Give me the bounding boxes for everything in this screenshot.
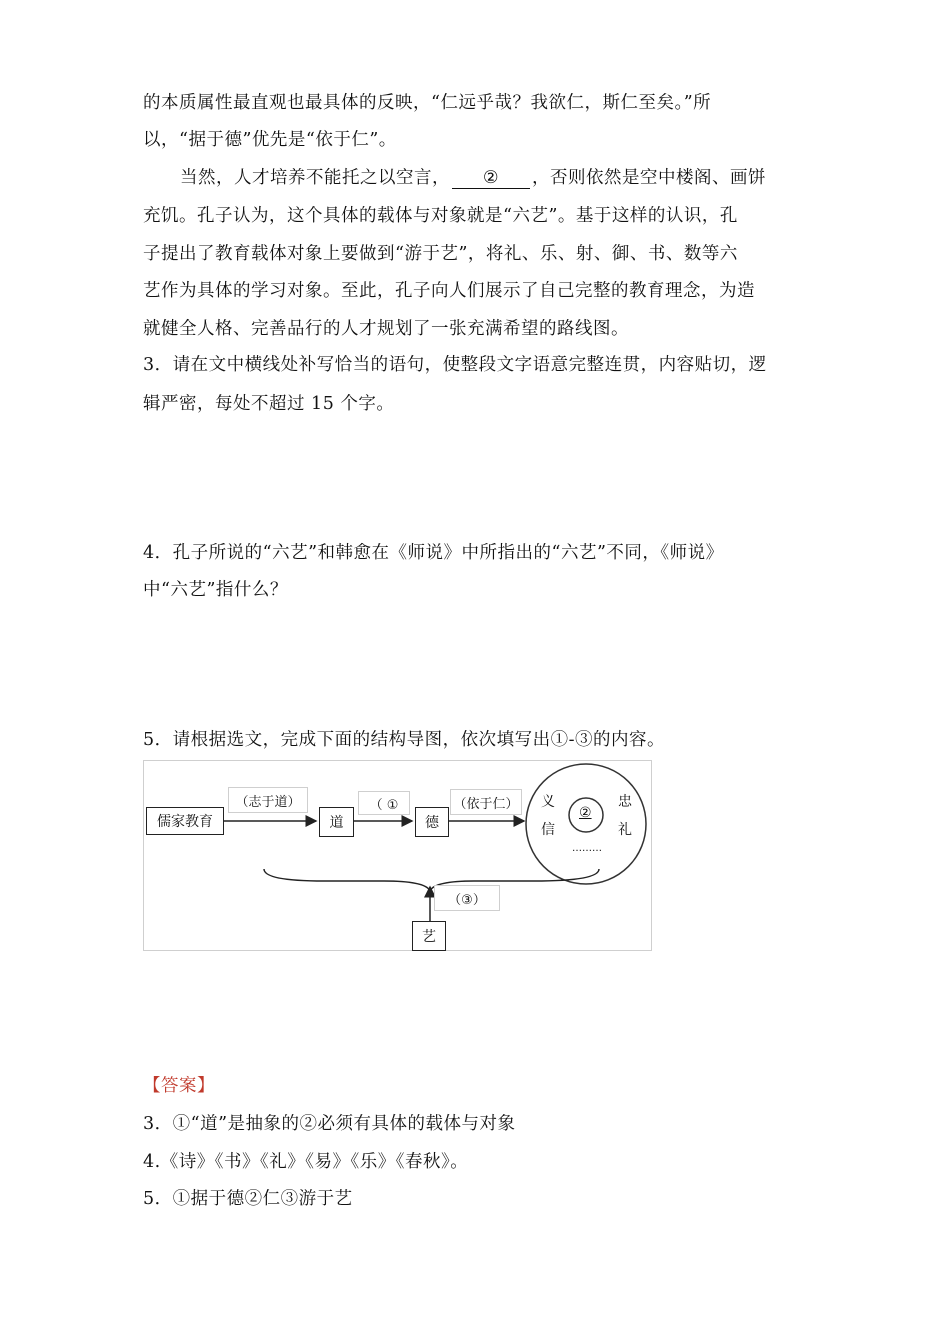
blank-2: ② [452,168,530,189]
text-li: 礼 [618,822,632,838]
label-blank-3: （③） [434,885,500,911]
question-3-line-1: 3．请在文中横线处补写恰当的语句，使整段文字语意完整连贯，内容贴切，逻 [143,355,767,375]
structure-diagram [143,760,652,951]
diagram-connectors [144,761,653,952]
question-4-line-1: 4．孔子所说的“六艺”和韩愈在《师说》中所指出的“六艺”不同，《师说》 [143,543,724,563]
passage-line-2: 以，“据于德”优先是“依于仁”。 [143,130,397,150]
answer-title: 【答案】 [143,1076,215,1096]
passage-line-7: 就健全人格、完善品行的人才规划了一张充满希望的路线图。 [143,319,629,339]
answer-3: 3．①“道”是抽象的②必须有具体的载体与对象 [143,1114,516,1134]
label-zhi-yu-dao: （志于道） [228,787,308,813]
node-confucian-education: 儒家教育 [146,807,224,835]
text-yi-righteousness: 义 [541,794,555,810]
passage-line-4: 充饥。孔子认为，这个具体的载体与对象就是“六艺”。基于这样的认识，孔 [143,206,738,226]
label-blank-1: （ ① [358,791,410,815]
question-5-line-1: 5．请根据选文，完成下面的结构导图，依次填写出①-③的内容。 [143,730,666,750]
text-blank-2: ② [579,805,592,821]
text-ellipsis: ……… [572,843,602,854]
node-yi-art: 艺 [412,921,446,951]
text-zhong: 忠 [618,794,632,810]
text-xin: 信 [541,822,555,838]
passage-line-3-start: 当然，人才培养不能托之以空言， [180,168,450,188]
node-dao: 道 [319,807,354,837]
answer-5: 5．①据于德②仁③游于艺 [143,1189,353,1209]
label-yi-yu-ren: （依于仁） [450,789,522,815]
passage-line-5: 子提出了教育载体对象上要做到“游于艺”，将礼、乐、射、御、书、数等六 [143,244,738,264]
passage-line-3 [180,166,766,190]
passage-line-1: 的本质属性最直观也最具体的反映，“仁远乎哉？我欲仁，斯仁至矣。”所 [143,93,712,113]
question-3-line-2: 辑严密，每处不超过 15 个字。 [143,394,395,414]
answer-4: 4.《诗》《书》《礼》《易》《乐》《春秋》。 [143,1152,469,1172]
passage-line-3-end: ，否则依然是空中楼阁、画饼 [532,168,766,188]
question-4-line-2: 中“六艺”指什么？ [143,580,288,600]
node-de: 德 [415,807,449,837]
brace-left [264,869,430,891]
passage-line-6: 艺作为具体的学习对象。至此，孔子向人们展示了自己完整的教育理念，为造 [143,281,755,301]
